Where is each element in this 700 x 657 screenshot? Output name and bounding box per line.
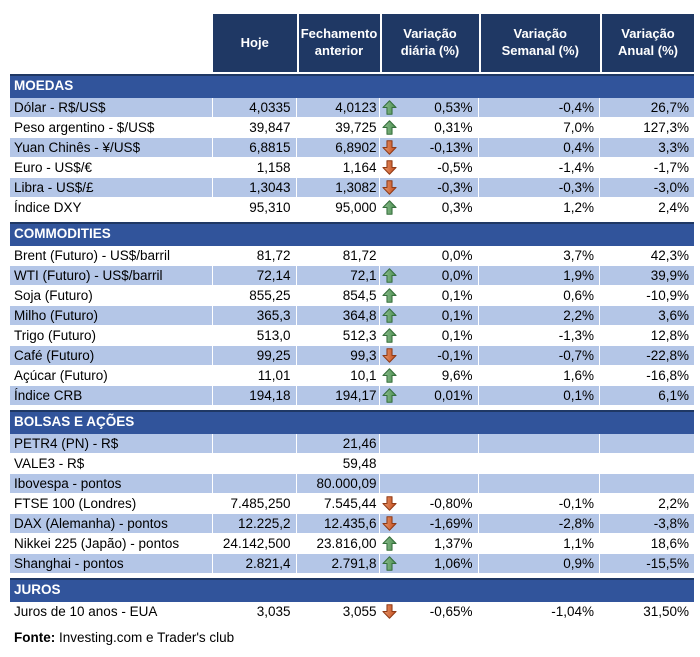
- hoje-value: 99,25: [213, 346, 297, 365]
- variacao-diaria-value: 0,0%: [441, 268, 473, 283]
- variacao-diaria-cell: [380, 98, 479, 117]
- table-row: [10, 286, 694, 306]
- variacao-diaria-value: 0,1%: [441, 308, 473, 323]
- variacao-anual-value: 3,3%: [600, 138, 694, 157]
- variacao-anual-value: 2,2%: [658, 496, 689, 511]
- hoje-value: 194,18: [213, 386, 297, 405]
- hoje-value: [213, 454, 297, 473]
- hoje-value: 95,310: [213, 198, 297, 217]
- row-label: Índice CRB: [10, 386, 213, 405]
- variacao-diaria-value: -0,5%: [437, 160, 473, 175]
- variacao-diaria-cell: [380, 474, 479, 493]
- fechamento-anterior-value: 854,5: [297, 286, 380, 305]
- variacao-anual-value: 2,4%: [658, 200, 689, 215]
- table-row: [10, 366, 694, 386]
- variacao-semanal-value: 3,7%: [479, 246, 601, 265]
- trend-icon-slot: [382, 516, 398, 532]
- trend-up-icon: [382, 268, 397, 283]
- hoje-value: 3,035: [213, 602, 297, 621]
- table-header: [213, 14, 694, 72]
- variacao-semanal-value: 0,1%: [479, 386, 601, 405]
- variacao-diaria-value: -0,80%: [429, 496, 473, 511]
- variacao-anual-value: 18,6%: [650, 536, 689, 551]
- table-row: [10, 454, 694, 474]
- table-row: [10, 158, 694, 178]
- variacao-diaria-value: -0,3%: [437, 180, 473, 195]
- variacao-diaria-cell: [380, 246, 479, 265]
- trend-up-icon: [382, 200, 397, 215]
- section-header: COMMODITIES: [10, 222, 694, 246]
- variacao-diaria-value: 0,0%: [441, 248, 473, 263]
- hoje-value: 1,158: [213, 158, 297, 177]
- fechamento-anterior-value: 23.816,00: [297, 534, 380, 553]
- section-header: JUROS: [10, 578, 694, 602]
- variacao-diaria-cell: [380, 366, 479, 385]
- trend-icon-slot: [382, 160, 398, 176]
- hoje-value: [213, 434, 297, 453]
- variacao-diaria-value: 0,01%: [434, 388, 473, 403]
- variacao-diaria-cell: [380, 158, 479, 177]
- row-label: PETR4 (PN) - R$: [10, 434, 213, 453]
- trend-up-icon: [382, 100, 397, 115]
- variacao-diaria-cell: [380, 178, 479, 197]
- fechamento-anterior-value: 194,17: [297, 386, 380, 405]
- trend-icon-slot: [382, 180, 398, 196]
- variacao-anual-value: -16,8%: [646, 368, 689, 383]
- variacao-anual-value: [600, 474, 694, 493]
- row-label: WTI (Futuro) - US$/barril: [10, 266, 213, 285]
- fechamento-anterior-value: 80.000,09: [297, 474, 380, 493]
- variacao-anual-value: -1,7%: [653, 160, 689, 175]
- hoje-value: 24.142,500: [213, 534, 297, 553]
- variacao-diaria-cell: [380, 494, 479, 513]
- fechamento-anterior-value: 2.791,8: [297, 554, 380, 573]
- table-row: [10, 386, 694, 406]
- variacao-diaria-value: 0,1%: [441, 328, 473, 343]
- column-header-fechamento: Fechamento anterior: [297, 14, 380, 72]
- trend-icon-slot: [382, 556, 398, 572]
- variacao-anual-value: 6,1%: [600, 386, 694, 405]
- row-label: Libra - US$/£: [10, 178, 213, 197]
- trend-down-icon: [382, 496, 397, 511]
- row-label: FTSE 100 (Londres): [10, 494, 213, 513]
- variacao-anual-value: -15,5%: [600, 554, 694, 573]
- table-row: [10, 534, 694, 554]
- variacao-diaria-cell: [380, 454, 479, 473]
- fechamento-anterior-value: 10,1: [297, 366, 380, 385]
- variacao-semanal-value: [479, 474, 601, 493]
- variacao-diaria-value: 1,37%: [434, 536, 473, 551]
- trend-icon-slot: [382, 268, 398, 284]
- row-label: DAX (Alemanha) - pontos: [10, 514, 213, 533]
- fechamento-anterior-value: 1,3082: [297, 178, 380, 197]
- trend-icon-slot: [382, 288, 398, 304]
- row-label: VALE3 - R$: [10, 454, 213, 473]
- variacao-diaria-value: 0,1%: [441, 288, 473, 303]
- fechamento-anterior-value: 72,1: [297, 266, 380, 285]
- variacao-diaria-value: -0,13%: [429, 140, 473, 155]
- variacao-diaria-cell: [380, 198, 479, 217]
- trend-down-icon: [382, 348, 397, 363]
- hoje-value: [213, 474, 297, 493]
- fechamento-anterior-value: 99,3: [297, 346, 380, 365]
- variacao-diaria-value: -0,65%: [429, 604, 473, 619]
- hoje-value: 4,0335: [213, 98, 297, 117]
- source-note: [14, 630, 694, 645]
- trend-icon-slot: [382, 368, 398, 384]
- variacao-semanal-value: 0,4%: [479, 138, 601, 157]
- variacao-semanal-value: -1,4%: [479, 158, 601, 177]
- column-header-variacao-semanal: Variação Semanal (%): [479, 14, 601, 72]
- table-row: [10, 138, 694, 158]
- table-row: [10, 246, 694, 266]
- hoje-value: 513,0: [213, 326, 297, 345]
- hoje-value: 72,14: [213, 266, 297, 285]
- variacao-anual-value: 3,6%: [600, 306, 694, 325]
- row-label: Índice DXY: [10, 198, 213, 217]
- variacao-semanal-value: -0,4%: [479, 98, 601, 117]
- section-header: MOEDAS: [10, 74, 694, 98]
- variacao-anual-value: 39,9%: [600, 266, 694, 285]
- fechamento-anterior-value: 1,164: [297, 158, 380, 177]
- variacao-diaria-value: -1,69%: [429, 516, 473, 531]
- hoje-value: 11,01: [213, 366, 297, 385]
- variacao-diaria-cell: [380, 266, 479, 285]
- variacao-semanal-value: 1,2%: [479, 198, 601, 217]
- row-label: Trigo (Futuro): [10, 326, 213, 345]
- variacao-anual-value: 12,8%: [650, 328, 689, 343]
- table-row: [10, 346, 694, 366]
- row-label: Euro - US$/€: [10, 158, 213, 177]
- row-label: Yuan Chinês - ¥/US$: [10, 138, 213, 157]
- table-row: [10, 178, 694, 198]
- variacao-diaria-value: 0,31%: [434, 120, 473, 135]
- variacao-diaria-cell: [380, 434, 479, 453]
- table-row: [10, 306, 694, 326]
- trend-icon-slot: [382, 348, 398, 364]
- table-row: [10, 266, 694, 286]
- trend-icon-slot: [382, 308, 398, 324]
- variacao-diaria-value: 0,53%: [434, 100, 473, 115]
- column-header-hoje: Hoje: [213, 14, 297, 72]
- row-label: Shanghai - pontos: [10, 554, 213, 573]
- row-label: Nikkei 225 (Japão) - pontos: [10, 534, 213, 553]
- trend-icon-slot: [382, 200, 398, 216]
- trend-down-icon: [382, 160, 397, 175]
- trend-up-icon: [382, 328, 397, 343]
- variacao-semanal-value: -1,3%: [479, 326, 601, 345]
- variacao-diaria-value: 0,3%: [441, 200, 473, 215]
- trend-icon-slot: [382, 120, 398, 136]
- fechamento-anterior-value: 364,8: [297, 306, 380, 325]
- variacao-diaria-cell: [380, 346, 479, 365]
- fechamento-anterior-value: 95,000: [297, 198, 380, 217]
- fechamento-anterior-value: 4,0123: [297, 98, 380, 117]
- fechamento-anterior-value: 81,72: [297, 246, 380, 265]
- row-label: Açúcar (Futuro): [10, 366, 213, 385]
- trend-up-icon: [382, 556, 397, 571]
- variacao-diaria-cell: [380, 306, 479, 325]
- trend-icon-slot: [382, 140, 398, 156]
- variacao-semanal-value: 0,6%: [479, 286, 601, 305]
- trend-icon-slot: [382, 388, 398, 404]
- source-label: Fonte:: [14, 630, 56, 645]
- table-row: [10, 434, 694, 454]
- variacao-anual-value: -3,0%: [600, 178, 694, 197]
- trend-down-icon: [382, 604, 397, 619]
- trend-icon-slot: [382, 248, 398, 264]
- fechamento-anterior-value: 12.435,6: [297, 514, 380, 533]
- trend-down-icon: [382, 140, 397, 155]
- variacao-semanal-value: -1,04%: [479, 602, 601, 621]
- table-row: [10, 602, 694, 622]
- variacao-semanal-value: 1,9%: [479, 266, 601, 285]
- fechamento-anterior-value: 59,48: [297, 454, 380, 473]
- table-row: [10, 198, 694, 218]
- variacao-anual-value: -10,9%: [646, 288, 689, 303]
- trend-up-icon: [382, 288, 397, 303]
- variacao-anual-value: 127,3%: [643, 120, 689, 135]
- trend-up-icon: [382, 368, 397, 383]
- row-label: Juros de 10 anos - EUA: [10, 602, 213, 621]
- variacao-semanal-value: 7,0%: [479, 118, 601, 137]
- table-row: [10, 554, 694, 574]
- row-label: Brent (Futuro) - US$/barril: [10, 246, 213, 265]
- table-row: [10, 118, 694, 138]
- trend-icon-slot: [382, 604, 398, 620]
- table-row: [10, 98, 694, 118]
- section-header: BOLSAS E AÇÕES: [10, 410, 694, 434]
- table-row: [10, 514, 694, 534]
- variacao-diaria-value: 9,6%: [441, 368, 473, 383]
- variacao-diaria-cell: [380, 386, 479, 405]
- variacao-diaria-cell: [380, 138, 479, 157]
- variacao-anual-value: [600, 434, 694, 453]
- trend-up-icon: [382, 120, 397, 135]
- table-row: [10, 326, 694, 346]
- fechamento-anterior-value: 512,3: [297, 326, 380, 345]
- variacao-diaria-cell: [380, 286, 479, 305]
- table-body: [10, 74, 694, 622]
- hoje-value: 1,3043: [213, 178, 297, 197]
- variacao-diaria-cell: [380, 514, 479, 533]
- fechamento-anterior-value: 21,46: [297, 434, 380, 453]
- trend-up-icon: [382, 536, 397, 551]
- row-label: Ibovespa - pontos: [10, 474, 213, 493]
- variacao-semanal-value: 0,9%: [479, 554, 601, 573]
- variacao-semanal-value: [479, 434, 601, 453]
- variacao-diaria-value: -0,1%: [437, 348, 473, 363]
- column-header-variacao-anual: Variação Anual (%): [600, 14, 694, 72]
- trend-down-icon: [382, 180, 397, 195]
- variacao-diaria-cell: [380, 554, 479, 573]
- trend-icon-slot: [382, 476, 398, 492]
- trend-icon-slot: [382, 496, 398, 512]
- variacao-diaria-cell: [380, 602, 479, 621]
- variacao-semanal-value: -0,7%: [479, 346, 601, 365]
- row-label: Dólar - R$/US$: [10, 98, 213, 117]
- variacao-diaria-value: 1,06%: [434, 556, 473, 571]
- variacao-anual-value: 42,3%: [650, 248, 689, 263]
- variacao-semanal-value: 1,1%: [479, 534, 601, 553]
- variacao-anual-value: -3,8%: [600, 514, 694, 533]
- row-label: Soja (Futuro): [10, 286, 213, 305]
- hoje-value: 81,72: [213, 246, 297, 265]
- row-label: Peso argentino - $/US$: [10, 118, 213, 137]
- hoje-value: 12.225,2: [213, 514, 297, 533]
- trend-up-icon: [382, 308, 397, 323]
- fechamento-anterior-value: 6,8902: [297, 138, 380, 157]
- row-label: Milho (Futuro): [10, 306, 213, 325]
- row-label: Café (Futuro): [10, 346, 213, 365]
- trend-down-icon: [382, 516, 397, 531]
- hoje-value: 2.821,4: [213, 554, 297, 573]
- variacao-anual-value: 26,7%: [600, 98, 694, 117]
- fechamento-anterior-value: 7.545,44: [297, 494, 380, 513]
- variacao-semanal-value: 2,2%: [479, 306, 601, 325]
- hoje-value: 855,25: [213, 286, 297, 305]
- trend-icon-slot: [382, 536, 398, 552]
- variacao-anual-value: [600, 454, 694, 473]
- source-text: Investing.com e Trader's club: [59, 630, 235, 645]
- table-row: [10, 474, 694, 494]
- hoje-value: 6,8815: [213, 138, 297, 157]
- variacao-semanal-value: 1,6%: [479, 366, 601, 385]
- variacao-semanal-value: -0,3%: [479, 178, 601, 197]
- trend-icon-slot: [382, 100, 398, 116]
- variacao-diaria-cell: [380, 118, 479, 137]
- trend-up-icon: [382, 388, 397, 403]
- variacao-anual-value: -22,8%: [600, 346, 694, 365]
- table-row: [10, 494, 694, 514]
- hoje-value: 7.485,250: [213, 494, 297, 513]
- fechamento-anterior-value: 3,055: [297, 602, 380, 621]
- variacao-diaria-cell: [380, 326, 479, 345]
- variacao-anual-value: 31,50%: [643, 604, 689, 619]
- column-header-variacao-diaria: Variação diária (%): [380, 14, 479, 72]
- fechamento-anterior-value: 39,725: [297, 118, 380, 137]
- hoje-value: 365,3: [213, 306, 297, 325]
- variacao-semanal-value: [479, 454, 601, 473]
- trend-icon-slot: [382, 328, 398, 344]
- trend-icon-slot: [382, 436, 398, 452]
- variacao-semanal-value: -2,8%: [479, 514, 601, 533]
- variacao-semanal-value: -0,1%: [479, 494, 601, 513]
- trend-icon-slot: [382, 456, 398, 472]
- hoje-value: 39,847: [213, 118, 297, 137]
- variacao-diaria-cell: [380, 534, 479, 553]
